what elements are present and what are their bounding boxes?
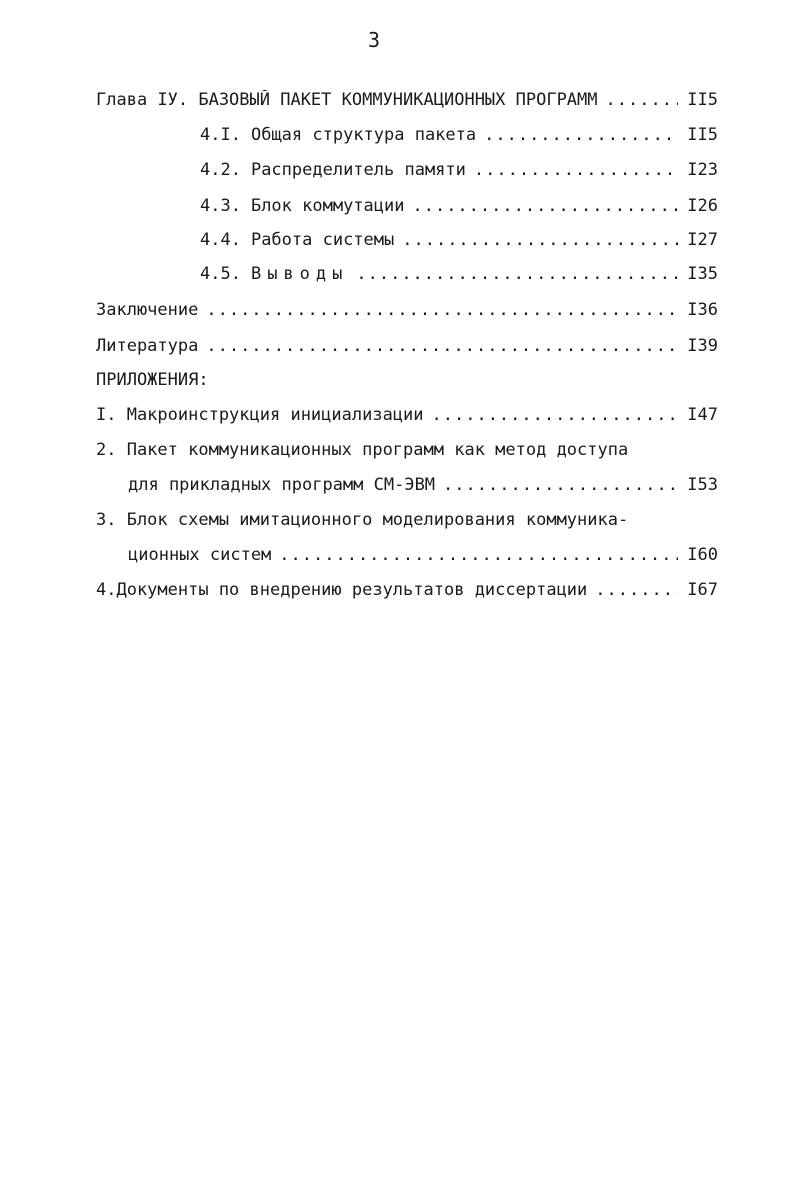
toc-appendix-title: 4.Документы по внедрению результатов диссертации [96, 580, 588, 600]
toc-section-4-3 [200, 196, 718, 224]
toc-leader-dots [595, 580, 678, 600]
toc-appendix-4 [96, 580, 718, 608]
toc-appendix-title: I. Макроинструкция инициализации [96, 405, 424, 425]
toc-leader-dots [356, 264, 678, 284]
toc-section-page: II5 [687, 125, 718, 145]
toc-leader-dots [474, 160, 678, 180]
toc-leader-dots [279, 545, 678, 565]
toc-conclusion [96, 300, 718, 328]
toc-chapter [96, 90, 718, 118]
toc-conclusion-title: Заключение [96, 300, 199, 320]
toc-section-page: I26 [687, 196, 718, 216]
toc-section-number: 4.I. [200, 125, 241, 145]
toc-appendices-heading [96, 370, 718, 398]
toc-conclusion-page: I36 [687, 300, 718, 320]
toc-section-4-1 [200, 125, 718, 153]
toc-section-title: Работа системы [250, 230, 395, 250]
toc-section-page: I23 [687, 160, 718, 180]
appendices-heading: ПРИЛОЖЕНИЯ: [96, 370, 209, 390]
toc-appendix-title-continued: ционных систем [128, 545, 272, 565]
toc-section-title: Выводы [250, 264, 349, 284]
toc-section-number: 4.2. [200, 160, 241, 180]
toc-section-title: Распределитель памяти [250, 160, 466, 180]
toc-leader-dots [432, 405, 678, 425]
toc-section-page: I35 [687, 264, 718, 284]
toc-appendix-1 [96, 405, 718, 433]
toc-leader-dots [443, 475, 678, 495]
toc-chapter-title: Глава ІУ. БАЗОВЫЙ ПАКЕТ КОММУНИКАЦИОННЫХ ПРОГРАММ [96, 90, 598, 110]
toc-literature [96, 336, 718, 364]
toc-appendix-page: I67 [687, 580, 718, 600]
toc-leader-dots [206, 300, 678, 320]
toc-appendix-page: I47 [687, 405, 718, 425]
toc-appendix-page: I60 [687, 545, 718, 565]
toc-appendix-3-line2 [128, 545, 718, 573]
toc-section-number: 4.4. [200, 230, 241, 250]
toc-appendix-3-line1 [96, 510, 718, 538]
toc-leader-dots [484, 125, 678, 145]
toc-section-title: Блок коммутации [250, 196, 405, 216]
toc-appendix-2-line1 [96, 440, 718, 468]
toc-appendix-2-line2 [128, 475, 718, 503]
toc-leader-dots [606, 90, 678, 110]
toc-section-4-2 [200, 160, 718, 188]
toc-appendix-title: 3. Блок схемы имитационного моделирования коммуника- [96, 510, 629, 530]
toc-appendix-title: 2. Пакет коммуникационных программ как метод доступа [96, 440, 629, 460]
toc-leader-dots [206, 336, 678, 356]
toc-chapter-page: II5 [687, 90, 718, 110]
toc-section-page: I27 [687, 230, 718, 250]
toc-literature-title: Литература [96, 336, 199, 356]
toc-section-number: 4.5. [200, 264, 241, 284]
toc-section-4-4 [200, 230, 718, 258]
toc-literature-page: I39 [687, 336, 718, 356]
toc-appendix-page: I53 [687, 475, 718, 495]
toc-appendix-title-continued: для прикладных программ СМ-ЭВМ [128, 475, 436, 495]
toc-section-title: Общая структура пакета [250, 125, 477, 145]
toc-section-4-5 [200, 264, 718, 292]
toc-leader-dots [412, 196, 678, 216]
toc-section-number: 4.3. [200, 196, 241, 216]
toc-leader-dots [402, 230, 678, 250]
page-number: 3 [367, 28, 381, 52]
